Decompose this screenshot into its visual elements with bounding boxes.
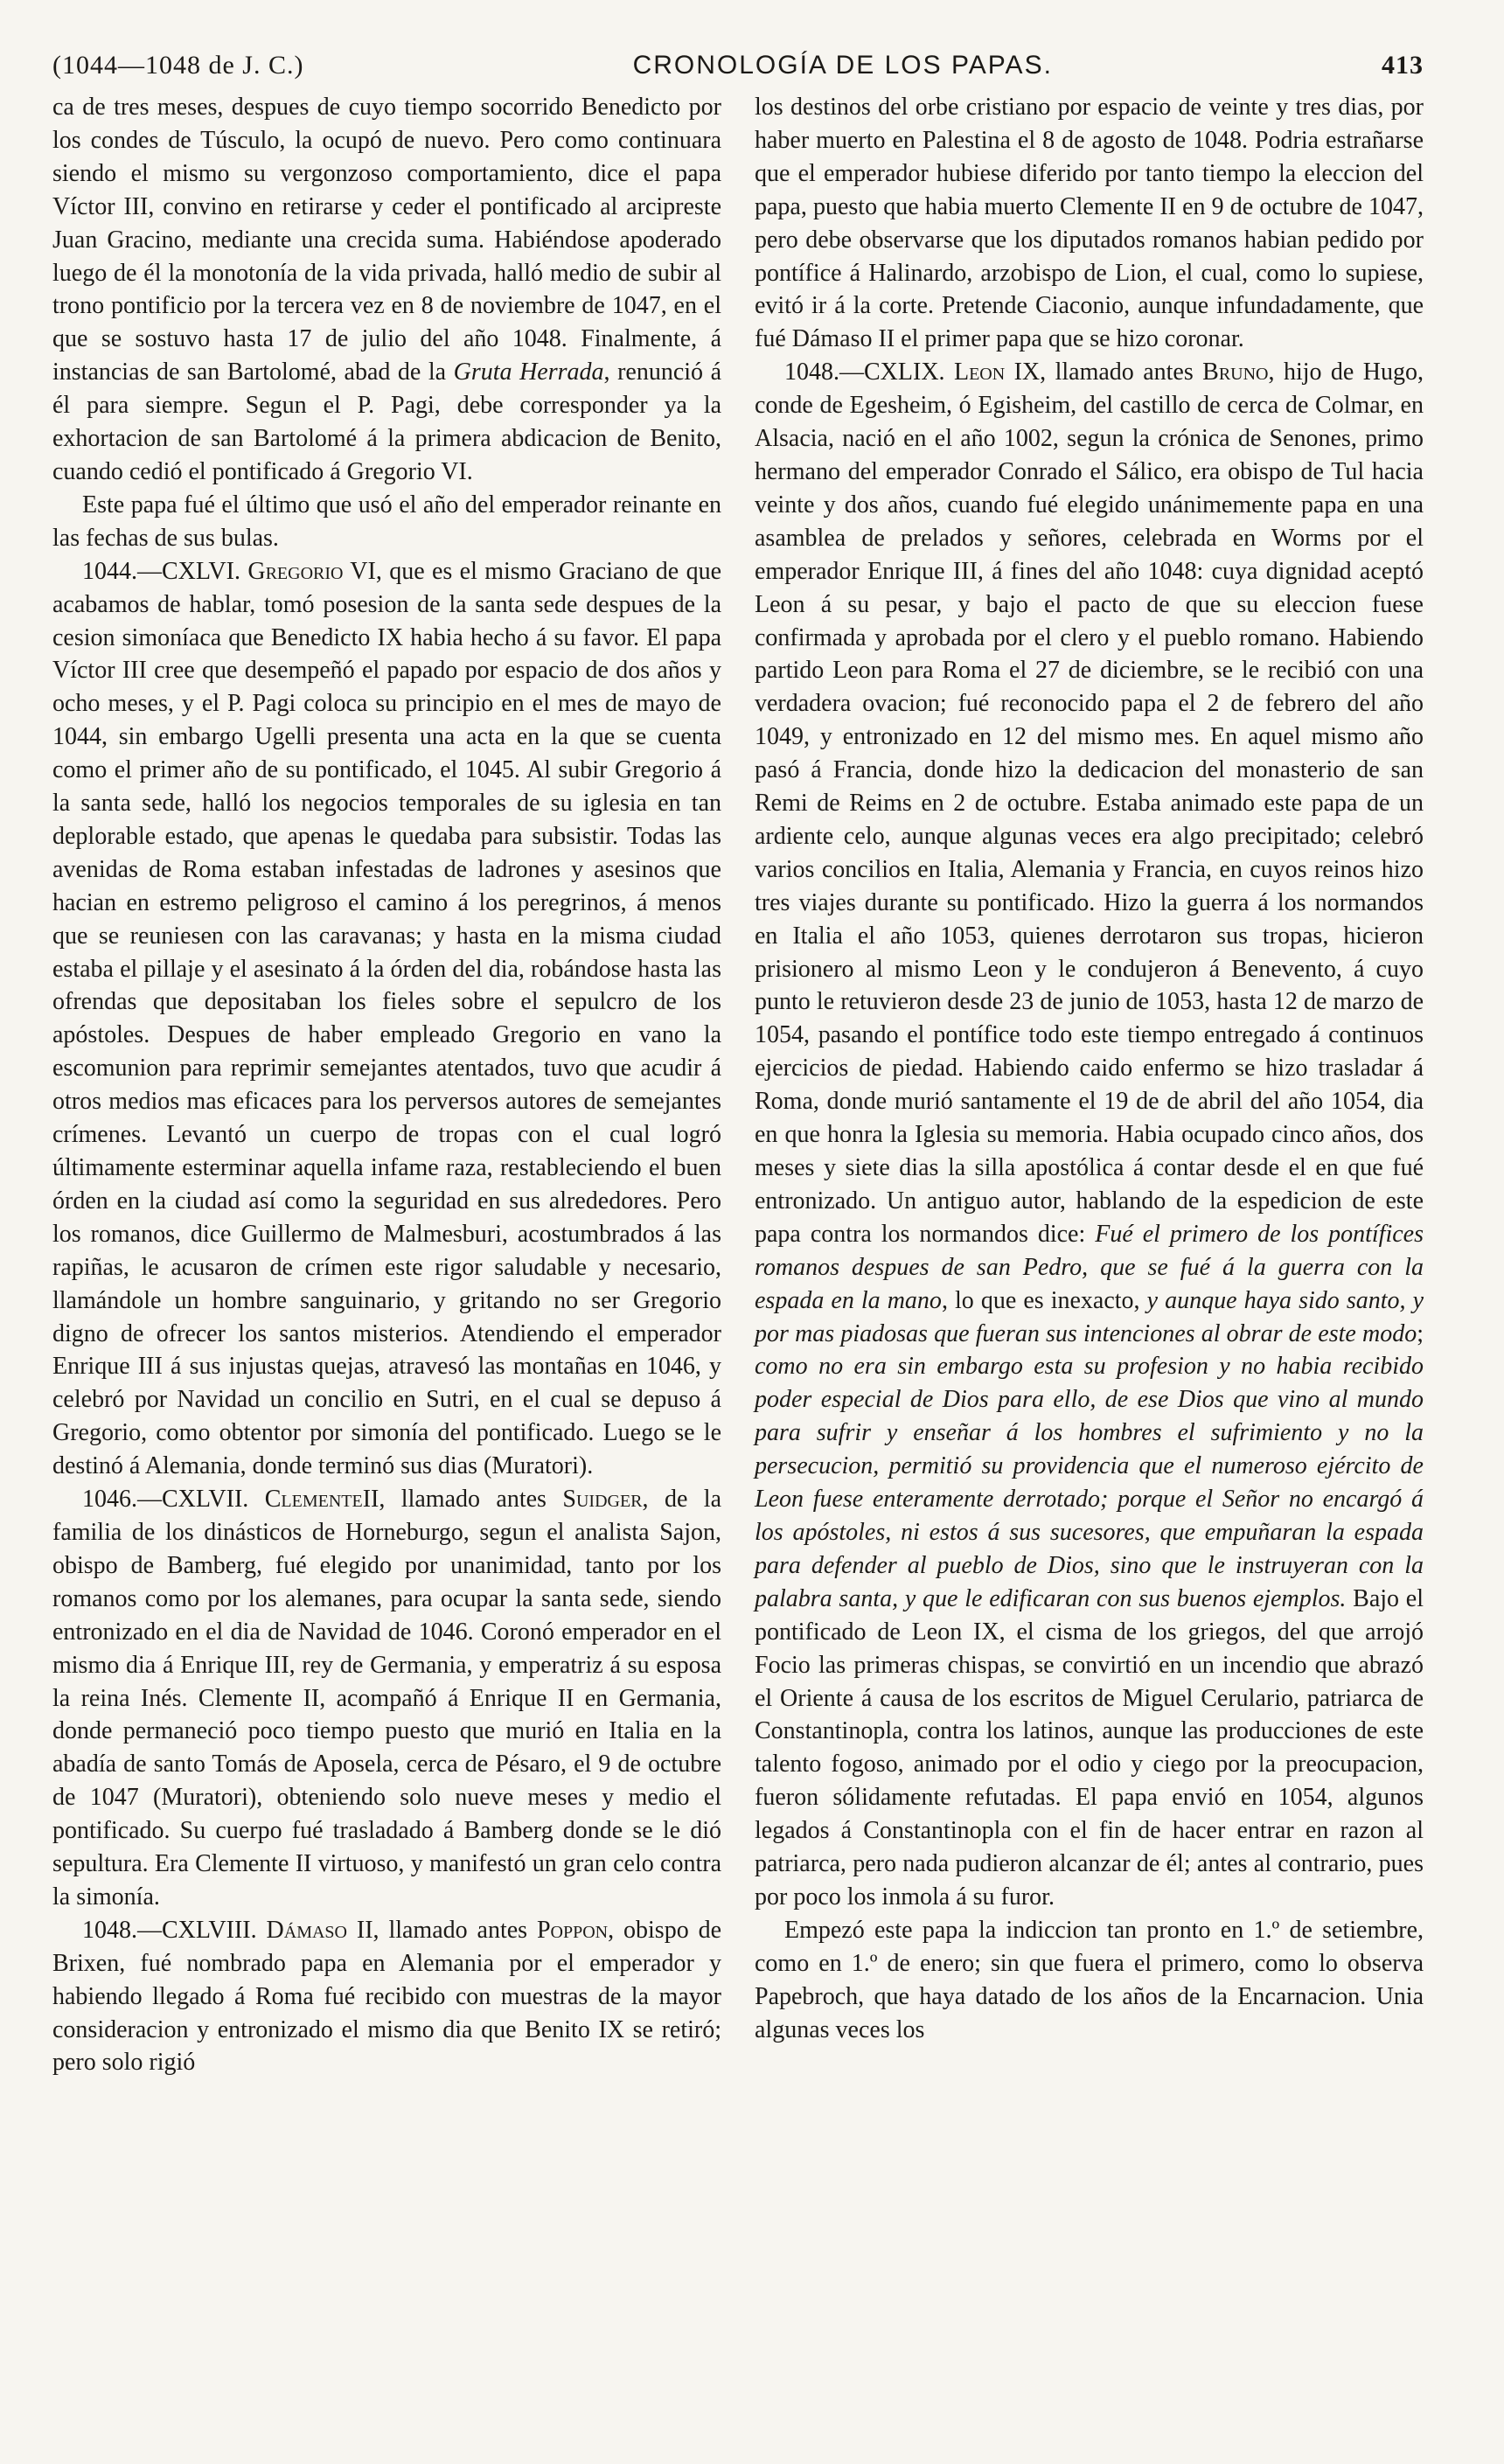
pope-name: Leon (953, 358, 1006, 386)
paragraph: Empezó este papa la indiccion tan pronto en 1.º de setiembre, como en 1.º de enero; sin que fuera el primero, como lo observa Papebroch, que haya datado de los años de la Encarnacion. Unia algunas veces los (755, 1916, 1424, 2043)
pope-name: Gregorio (247, 557, 344, 585)
entry-gregorio-vi: 1044.—CXLVI. Gregorio VI, que es el mismo Graciano de que acabamos de hablar, tomó posesion de la santa sede despues de la cesion simoníaca que Benedicto IX habia hecho á su favor. El papa Víctor III cree que desempeñó el papado por espacio de dos años y ocho meses, y el P. Pagi coloca su principio en el mes de mayo de 1044, sin embargo Ugelli presenta una acta en la que se cuenta como el primer año de su pontificado, el 1045. Al subir Gregorio á la santa sede, halló los negocios temporales de su iglesia en tan deplorable estado, que apenas le quedaba para subsistir. Todas las avenidas de Roma estaban infestadas de ladrones y asesinos que hacian en estremo peligroso el camino á los peregrinos, á menos que se reuniesen con las caravanas; y hasta en la misma ciudad estaba el pillaje y el asesinato á la órden del dia, robándose hasta las ofrendas que depositaban los fieles sobre el sepulcro de los apóstoles. Despues de haber empleado Gregorio en vano la escomunion para reprimir semejantes atentados, tuvo que acudir á otros medios mas eficaces para los perversos autores de semejantes crímenes. Levantó un cuerpo de tropas con el cual logró últimamente esterminar aquella infame raza, restableciendo el buen órden en la ciudad así como la seguridad en sus alrededores. Pero los romanos, dice Guillermo de Malmesburi, acostumbrados á las rapiñas, le acusaron de crímen este rigor saludable y necesario, llamándole un hombre sanguinario, y gritando no ser Gregorio digno de ofrecer los santos misterios. Atendiendo el emperador Enrique III á sus injustas quejas, atravesó las montañas en 1046, y celebró por Navidad un concilio en Sutri, en el cual se depuso á Gregorio, como obtentor por simonía del pontificado. Luego se le destinó á Alemania, donde terminó sus dias (Muratori). (52, 557, 721, 1480)
entry-leon-ix: 1048.—CXLIX. Leon IX, llamado antes Bruno, hijo de Hugo, conde de Egesheim, ó Egisheim, del castillo de cerca de Colmar, en Alsacia, nació en el año 1002, segun la crónica de Senones, primo hermano del emperador Conrado el Sálico, era obispo de Tul hacia veinte y dos años, cuando fué elegido unánimemente papa en una asamblea de prelados y señores, celebrada en Worms por el emperador Enrique III, á fines del año 1048: cuya dignidad aceptó Leon á su pesar, y bajo el pacto de que su eleccion fuese confirmada y aprobada por el clero y el pueblo romano. Habiendo partido Leon para Roma el 27 de diciembre, se le recibió con una verdadera ovacion; fué reconocido papa el 2 de febrero del año 1049, y entronizado en 12 del mismo mes. En aquel mismo año pasó á Francia, donde hizo la dedicacion del monasterio de san Remi de Reims en 2 de octubre. Estaba animado este papa de un ardiente celo, aunque algunas veces era algo precipitado; celebró varios concilios en Italia, Alemania y Francia, en cuyos reinos hizo tres viajes durante su pontificado. Hizo la guerra á los normandos en Italia el año 1053, quienes derrotaron sus tropas, hicieron prisionero al mismo Leon y le condujeron á Benevento, á cuyo punto le retuvieron desde 23 de junio de 1053, hasta 12 de marzo de 1054, pasando el pontífice todo este tiempo entregado á continuos ejercicios de piedad. Habiendo caido enfermo se hizo trasladar á Roma, donde murió santamente el 19 de de abril del año 1054, dia en que honra la Iglesia su memoria. Habia ocupado cinco años, dos meses y siete dias la silla apostólica á contar desde el en que fué entronizado. Un antiguo autor, hablando de la espedicion de este papa contra los normandos dice: Fué el primero de los pontífices romanos despues de san Pedro, que se fué á la guerra con la espada en la mano, lo que es inexacto, y aunque haya sido santo, y por mas piadosas que fueran sus intenciones al obrar de este modo; como no era sin embargo esta su profesion y no habia recibido poder especial de Dios para ello, de ese Dios que vino al mundo para sufrir y enseñar á los hombres el sufrimiento y no la persecucion, permitió su providencia que el numeroso ejército de Leon fuese enteramente derrotado; porque el Señor no encargó á los apóstoles, ni estos á sus sucesores, que empuñaran la espada para defender al pueblo de Dios, sino que le instruyeran con la palabra santa, y que le edificaran con sus buenos ejemplos. Bajo el pontificado de Leon IX, el cisma de los griegos, del que arrojó Focio las primeras chispas, se convirtió en un incendio que abrazó el Oriente á causa de los escritos de Miguel Cerulario, patriarca de Constantinopla, contra los latinos, aunque las producciones de este talento fogoso, animado por el odio y ciego por la preocupacion, fueron sólidamente refutadas. El papa envió en 1054, algunos legados á Constantinopla con el fin de hacer entrar en razon al patriarca, pero nada pudieron alcanzar de él; antes al contrario, pues por poco los inmola á su furor. (755, 358, 1424, 1911)
paragraph: Este papa fué el último que usó el año del emperador reinante en las fechas de sus bulas. (52, 491, 721, 552)
paragraph: los destinos del orbe cristiano por espacio de veinte y tres dias, por haber muerto en Palestina el 8 de agosto de 1048. Podria estrañarse que el emperador hubiese diferido por tanto tiempo la eleccion del papa, puesto que habia muerto Clemente II en 9 de octubre de 1047, pero debe observarse que los diputados romanos habian pedido por pontífice á Halinardo, arzobispo de Lion, el cual, como lo supiese, evitó ir á la corte. Pretende Ciaconio, aunque infundadamente, que fué Dámaso II el primer papa que se hizo coronar. (755, 94, 1424, 353)
entry-damaso-ii: 1048.—CXLVIII. Dámaso II, llamado antes Poppon, obispo de Brixen, fué nombrado papa en Alemania por el emperador y habiendo llegado á Roma fué recibido con muestras de la mayor consideracion y entronizado el mismo dia que Benito IX se retiró; pero solo rigió (52, 1916, 722, 2077)
birth-name: Poppon (536, 1916, 609, 1944)
entry-clemente-ii: 1046.—CXLVII. ClementeII, llamado antes Suidger, de la familia de los dinásticos de Horneburgo, segun el analista Sajon, obispo de Bamberg, fué elegido por unanimidad, tanto por los romanos como por los alemanes, para ocupar la santa sede, siendo entronizado en el dia de Navidad de 1046. Coronó emperador en el mismo dia á Enrique III, rey de Germania, y emperatriz á su esposa la reina Inés. Clemente II, acompañó á Enrique II en Germania, donde permaneció poco tiempo puesto que murió en Italia en la abadía de santo Tomás de Aposela, cerca de Pésaro, el 9 de octubre de 1047 (Muratori), obteniendo solo nueve meses y medio el pontificado. Su cuerpo fué trasladado á Bamberg donde se le dió sepultura. Era Clemente II virtuoso, y manifestó un gran celo contra la simonía. (52, 1486, 721, 1911)
pope-name: Dámaso (266, 1916, 347, 1944)
header-title: CRONOLOGÍA DE LOS PAPAS. (632, 51, 1053, 80)
page-number: 413 (1382, 51, 1424, 80)
right-column (755, 91, 1424, 2079)
birth-name: Suidger (562, 1486, 643, 1514)
quotation: y aunque haya sido santo, y por mas piadosas que fueran sus intenciones al obrar de este modo (755, 1286, 1424, 1347)
italic-phrase: Gruta Herrada (453, 358, 604, 386)
running-head (52, 51, 1424, 86)
birth-name: Bruno (1202, 358, 1269, 386)
paragraph: ca de tres meses, despues de cuyo tiempo socorrido Benedicto por los condes de Túsculo, la ocupó de nuevo. Pero como continuara siendo el mismo su vergonzoso comportamiento, dice el papa Víctor III, convino en retirarse y ceder el pontificado al arcipreste Juan Gracino, mediante una crecida suma. Habiéndose apoderado luego de él la monotonía de la vida privada, halló medio de subir al trono pontificio por la tercera vez en 8 de noviembre de 1047, en el que se sostuvo hasta 17 de julio del año 1048. Finalmente, á instancias de san Bartolomé, abad de la Gruta Herrada, renunció á él para siempre. Segun el P. Pagi, debe corresponder ya la exhortacion de san Bartolomé á la primera abdicacion de Benito, cuando cedió el pontificado á Gregorio VI. (52, 94, 721, 485)
pope-name: Clemente (264, 1486, 363, 1514)
quotation: como no era sin embargo esta su profesion y no habia recibido poder especial de Dios para ello, de ese Dios que vino al mundo para sufrir y enseñar á los hombres el sufrimiento y no la persecucion, permitió su providencia que el numeroso ejército de Leon fuese enteramente derrotado; porque el Señor no encargó á los apóstoles, ni estos á sus sucesores, que empuñaran la espada para defender al pueblo de Dios, sino que le instruyeran con la palabra santa, y que le edificaran con sus buenos ejemplos. (755, 1353, 1424, 1612)
left-column (52, 91, 721, 2079)
quotation: Fué el primero de los pontífices romanos despues de san Pedro, que se fué á la guerra con la espada en la mano (755, 1220, 1424, 1314)
text-columns (52, 91, 1424, 2079)
header-date-range: (1044—1048 de J. C.) (52, 51, 304, 80)
